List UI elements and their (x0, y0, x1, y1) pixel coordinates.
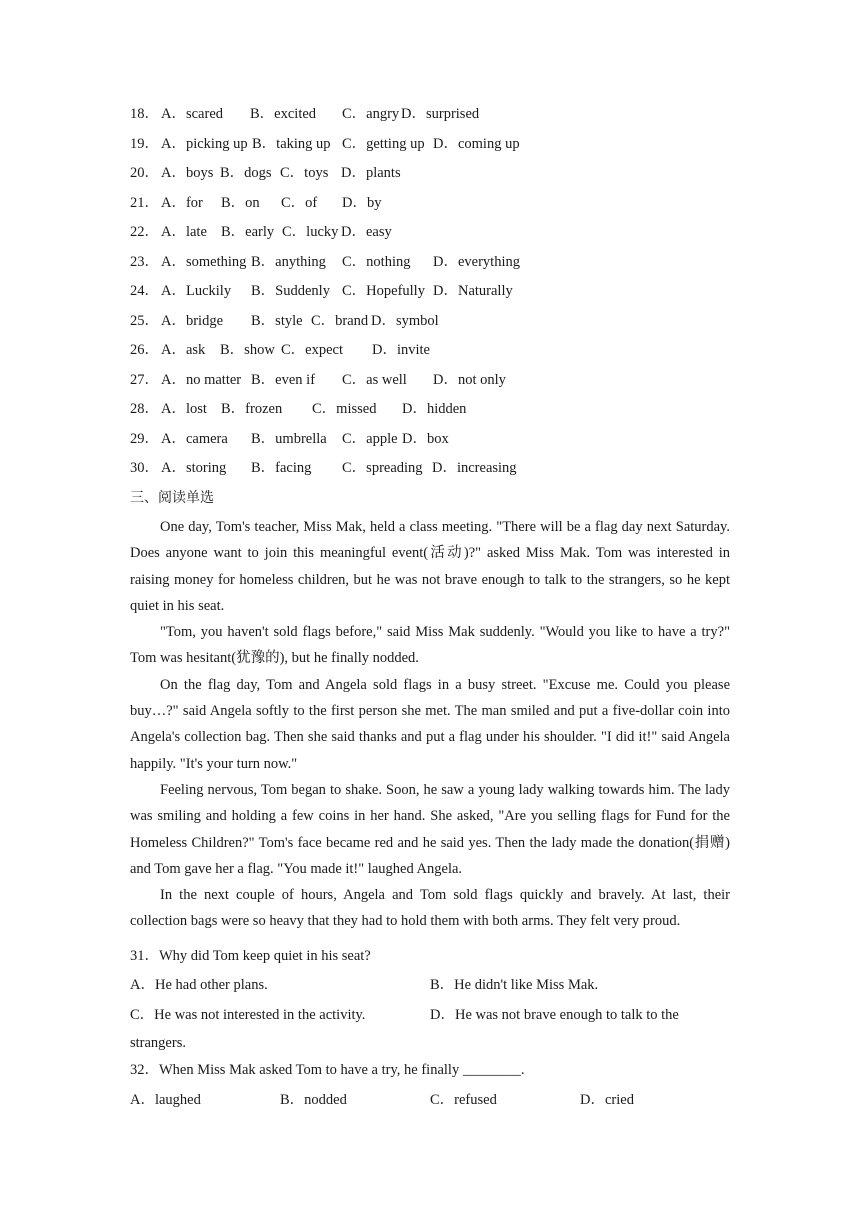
option-c: C．toys (280, 165, 329, 181)
passage-paragraph-3: On the flag day, Tom and Angela sold flags in a busy street. "Excuse me. Could you please buy…?" said Angela softly to the first person she met. The man smiled and put a five-dollar coin into Angela's collection bag. Then she said thanks and put a flag under his shoulder. "I did it!" said Angela happily. "It's your turn now." (130, 676, 730, 772)
passage-paragraph-1: One day, Tom's teacher, Miss Mak, held a class meeting. "There will be a flag day next Saturday. Does anyone want to join this meaningful event(活动)?" asked Miss Mak. Tom was interested in raising money for homeless children, but he was not brave enough to talk to the strangers, so he kept quiet in his seat. (130, 519, 730, 614)
option-d: D．increasing (432, 460, 517, 476)
option-row-22 (130, 222, 730, 252)
cloze-options (130, 104, 730, 488)
question-number: 22． (130, 224, 159, 240)
option-a: A．storing (161, 460, 227, 476)
option-a: A．late (161, 224, 207, 240)
option-row-26 (130, 340, 730, 370)
section-title: 三、阅读单选 (130, 490, 214, 506)
question-31-choices-row-1 (130, 975, 730, 995)
option-a: A．ask (161, 342, 206, 358)
passage-paragraph-5: In the next couple of hours, Angela and Tom sold flags quickly and bravely. At last, their collection bags were so heavy that they had to hold them with both arms. They felt very proud. (130, 887, 730, 930)
option-b: B．on (221, 194, 260, 211)
option-a: A．no matter (161, 371, 242, 388)
option-c: C．apple (342, 430, 398, 447)
option-row-30 (130, 458, 730, 488)
option-d: D．easy (341, 224, 392, 240)
option-b: B．He didn't like Miss Mak. (430, 977, 599, 993)
option-a: A．He had other plans. (130, 977, 268, 993)
option-d: D．hidden (402, 401, 467, 417)
option-a: A．boys (161, 165, 214, 181)
option-d: D．box (402, 430, 449, 447)
option-c: C．expect (281, 342, 344, 358)
option-row-20 (130, 163, 730, 193)
option-d: D．plants (341, 165, 401, 181)
option-b: B．dogs (220, 165, 272, 181)
passage-paragraph-2: "Tom, you haven't sold flags before," said Miss Mak suddenly. "Would you like to have a try?" Tom was hesitant(犹豫的), but he finally nodded. (130, 624, 730, 667)
option-row-18 (130, 104, 730, 134)
option-d: D．everything (433, 253, 520, 270)
option-d: D．symbol (371, 312, 439, 329)
option-row-29 (130, 429, 730, 459)
option-c: C．getting up (342, 135, 425, 152)
option-b: B．excited (250, 106, 317, 122)
option-b: B．style (251, 312, 303, 329)
option-d: D．not only (433, 371, 506, 388)
option-a: A．laughed (130, 1092, 201, 1108)
option-c: C．missed (312, 401, 377, 417)
option-d: D．Naturally (433, 283, 513, 299)
option-c: C．brand (311, 312, 369, 329)
option-a: A．Luckily (161, 283, 232, 299)
option-b: B．show (220, 342, 275, 358)
question-number: 24． (130, 283, 159, 299)
question-number: 23． (130, 253, 159, 270)
option-c: C．lucky (282, 224, 339, 240)
option-c: C．Hopefully (342, 283, 425, 299)
reading-passage (130, 514, 730, 935)
question-32-choices (130, 1090, 730, 1110)
option-b: B．taking up (252, 135, 331, 152)
option-c: C．refused (430, 1092, 497, 1108)
option-d: D．coming up (433, 135, 520, 152)
question-number: 25． (130, 312, 159, 329)
option-a: A．camera (161, 430, 228, 447)
option-b: B．frozen (221, 401, 283, 417)
question-number: 26． (130, 342, 159, 358)
option-row-19 (130, 134, 730, 164)
option-a: A．picking up (161, 135, 248, 152)
option-row-21 (130, 193, 730, 223)
option-row-23 (130, 252, 730, 282)
question-number: 29． (130, 430, 159, 447)
option-d: D．cried (580, 1092, 634, 1108)
question-number: 27． (130, 371, 159, 388)
option-d: D．by (342, 194, 382, 211)
question-32-stem: 32．When Miss Mak asked Tom to have a try, he finally ________. (130, 1062, 525, 1078)
option-a: A．bridge (161, 312, 224, 329)
option-c: C．He was not interested in the activity. (130, 1007, 366, 1023)
option-d: D．invite (372, 342, 430, 358)
option-c: C．angry (342, 106, 400, 122)
question-number: 18． (130, 106, 159, 122)
option-b: B．umbrella (251, 430, 327, 447)
option-c: C．of (281, 194, 318, 211)
option-d: D．surprised (401, 106, 480, 122)
question-31-choices-row-2 (130, 1005, 730, 1025)
question-number: 19． (130, 135, 159, 152)
option-d-continuation: strangers. (130, 1035, 186, 1051)
option-a: A．scared (161, 106, 224, 122)
option-c: C．nothing (342, 253, 411, 270)
option-b: B．early (221, 224, 275, 240)
option-b: B．even if (251, 371, 316, 388)
option-a: A．for (161, 194, 203, 211)
question-31-stem: 31．Why did Tom keep quiet in his seat? (130, 948, 371, 964)
option-row-28 (130, 399, 730, 429)
option-b: B．nodded (280, 1092, 347, 1108)
passage-paragraph-4: Feeling nervous, Tom began to shake. Soon, he saw a young lady walking towards him. The lady was smiling and holding a few coins in her hand. She asked, "Are you selling flags for Fund for the Homeless Children?" Tom's face became red and he said yes. Then the lady made the donation(捐赠) and Tom gave her a flag. "You made it!" laughed Angela. (130, 781, 730, 877)
question-number: 30． (130, 460, 159, 476)
option-a: A．something (161, 253, 247, 270)
option-a: A．lost (161, 401, 207, 417)
option-row-25 (130, 311, 730, 341)
option-c: C．as well (342, 371, 407, 388)
question-number: 28． (130, 401, 159, 417)
option-b: B．facing (251, 460, 312, 476)
option-c: C．spreading (342, 460, 423, 476)
option-row-24 (130, 281, 730, 311)
option-b: B．anything (251, 253, 326, 270)
option-b: B．Suddenly (251, 283, 330, 299)
question-number: 21． (130, 194, 159, 211)
option-row-27 (130, 370, 730, 400)
question-number: 20． (130, 165, 159, 181)
option-d: D．He was not brave enough to talk to the (430, 1007, 679, 1023)
